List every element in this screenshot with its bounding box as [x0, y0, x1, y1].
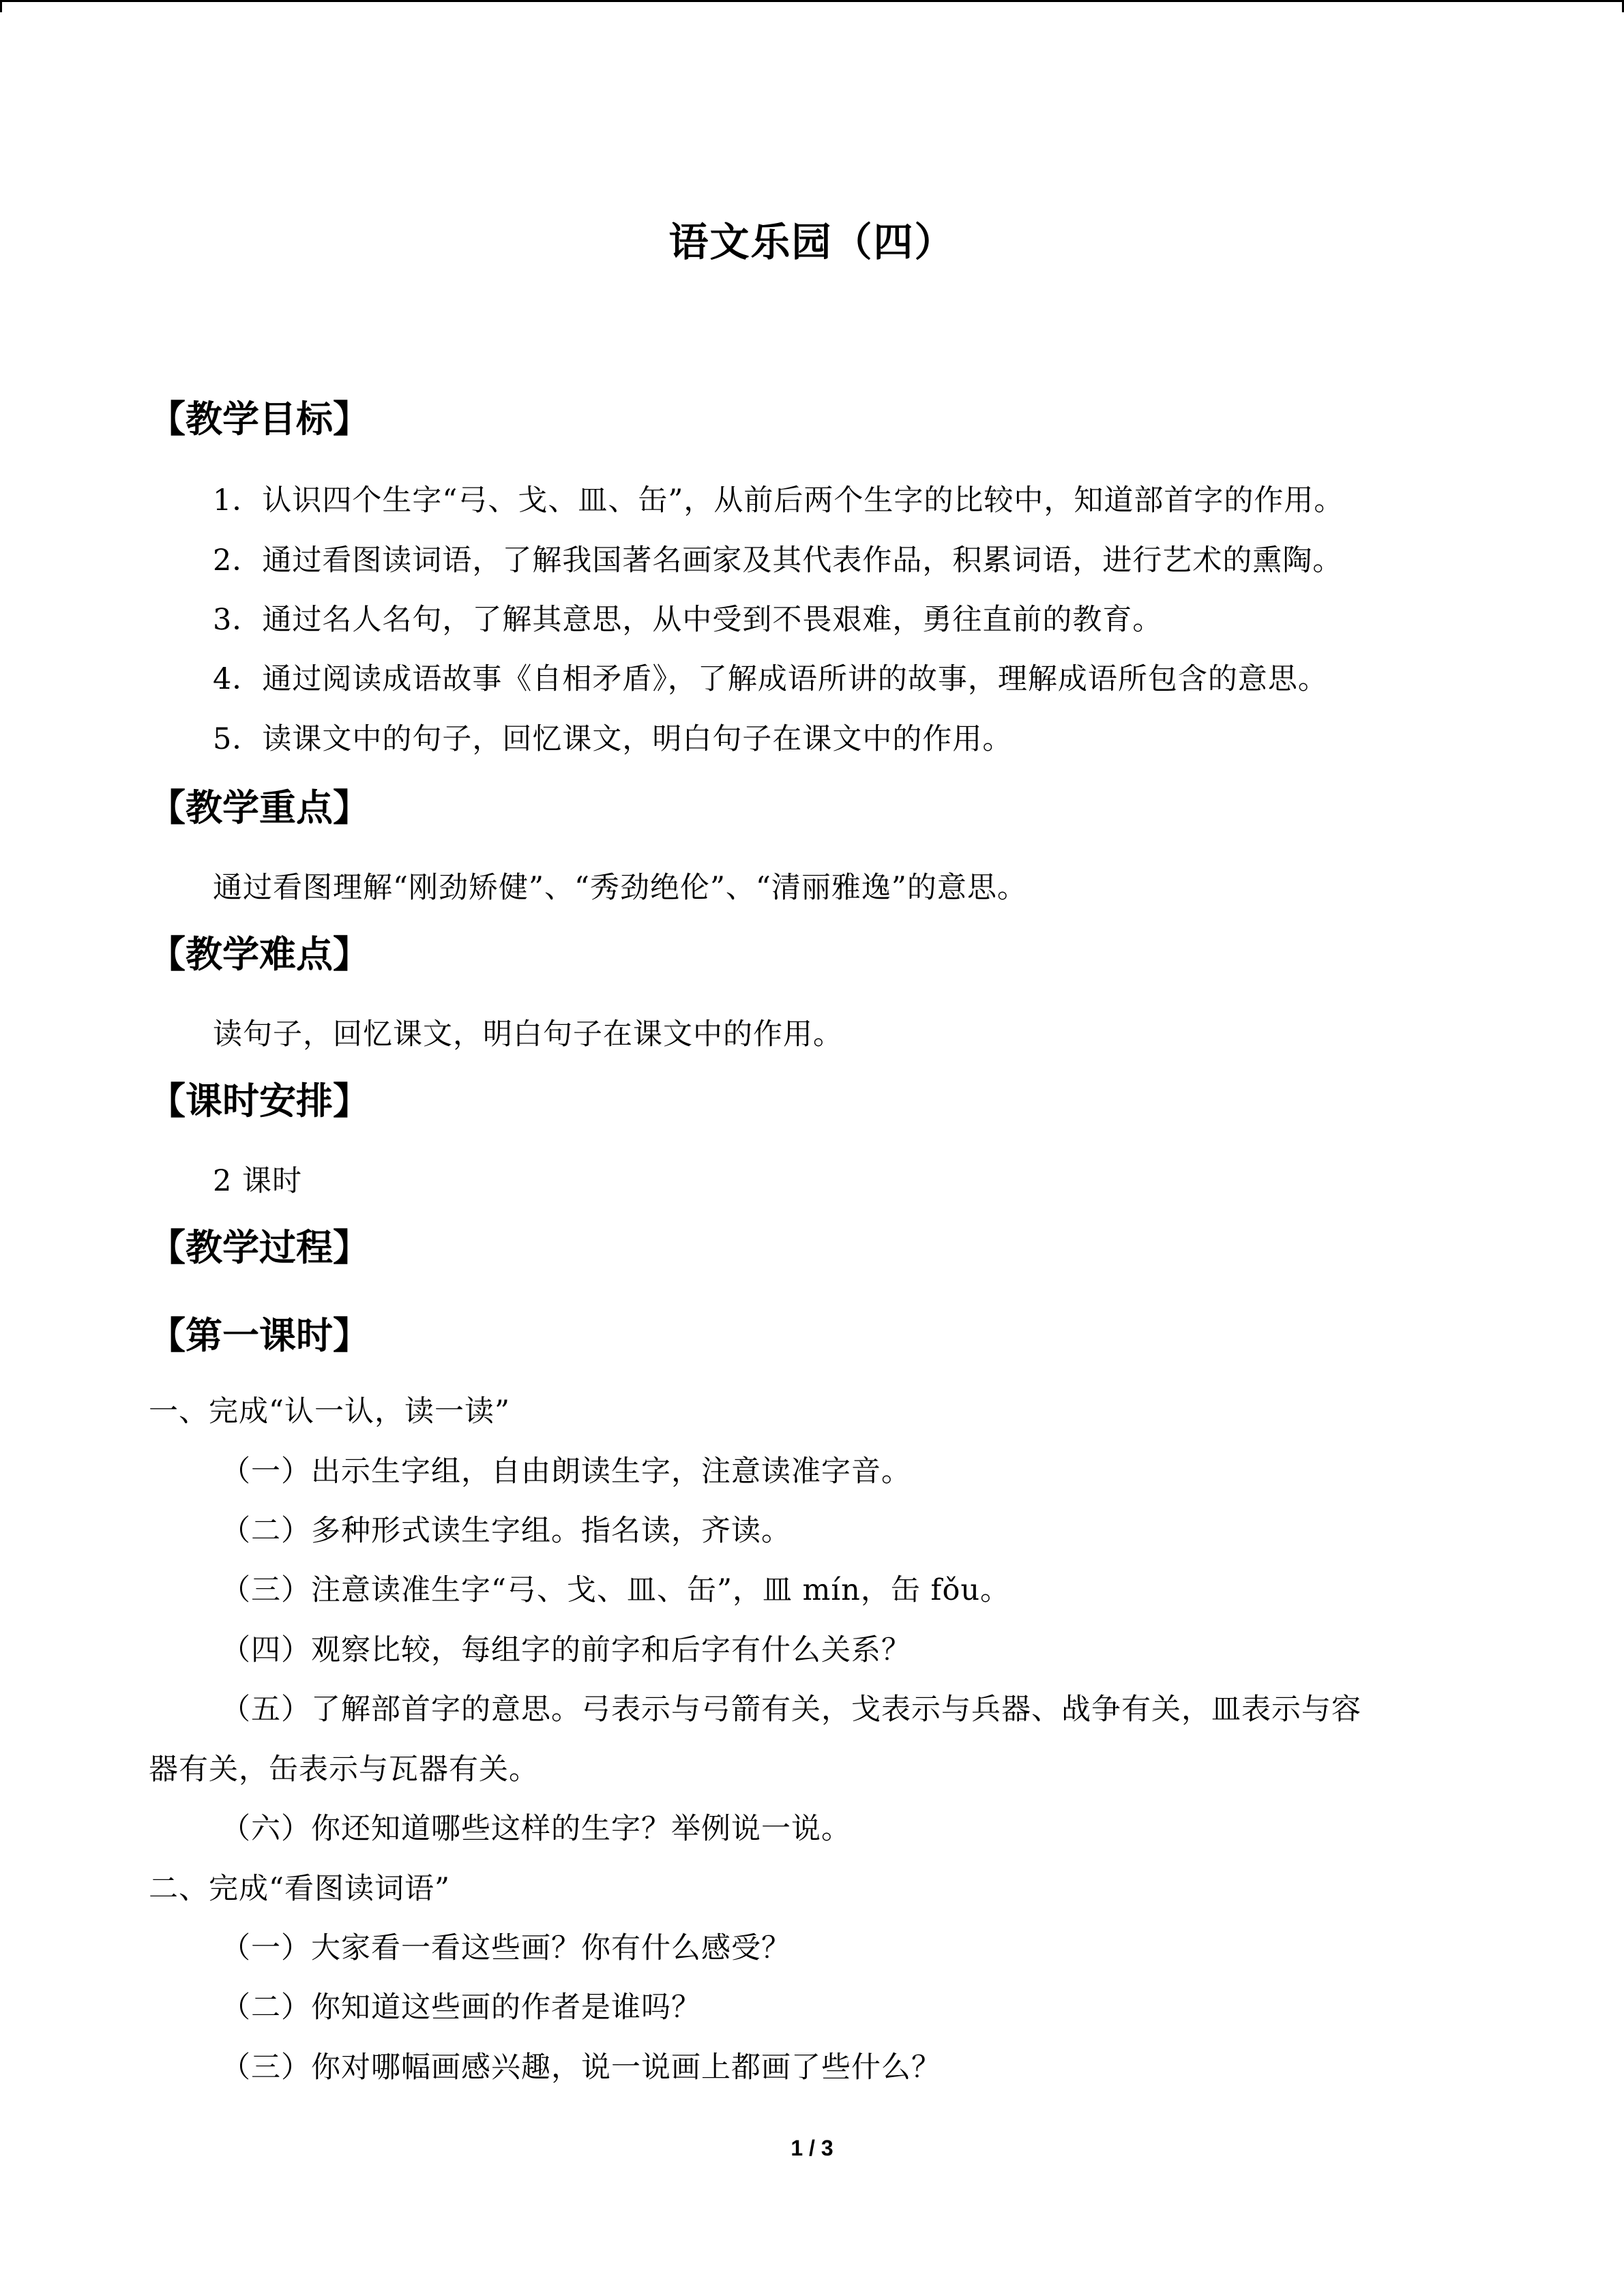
- difficulties-text: 读句子，回忆课文，明白句子在课文中的作用。: [213, 1017, 843, 1052]
- part1-title: 一、完成“认一认，读一读”: [149, 1395, 510, 1429]
- part1-step: （二）多种形式读生字组。指名读，齐读。: [221, 1514, 791, 1548]
- page-title: 语文乐园（四）: [668, 219, 956, 265]
- objective-item: 5．读课文中的句子，回忆课文，明白句子在课文中的作用。: [213, 722, 1013, 756]
- page-top-edge: [0, 0, 1624, 3]
- page-number: 1 / 3: [791, 2136, 833, 2160]
- objectives-heading: 【教学目标】: [149, 398, 370, 441]
- schedule-text: 2 课时: [213, 1164, 303, 1198]
- part2-title: 二、完成“看图读词语”: [149, 1872, 450, 1906]
- objective-item: 1．认识四个生字“弓、戈、皿、缶”，从前后两个生字的比较中，知道部首字的作用。: [213, 483, 1344, 518]
- part1-step-continued: 器有关，缶表示与瓦器有关。: [149, 1753, 539, 1787]
- key-points-text: 通过看图理解“刚劲矫健”、“秀劲绝伦”、“清丽雅逸”的意思。: [213, 871, 1027, 905]
- key-points-heading: 【教学重点】: [149, 786, 370, 829]
- part2-step: （一）大家看一看这些画？你有什么感受？: [221, 1931, 791, 1965]
- part1-step: （一）出示生字组，自由朗读生字，注意读准字音。: [221, 1455, 911, 1489]
- objective-item: 4．通过阅读成语故事《自相矛盾》，了解成语所讲的故事，理解成语所包含的意思。: [213, 662, 1328, 696]
- lesson1-heading: 【第一课时】: [149, 1314, 370, 1357]
- objective-item: 2．通过看图读词语，了解我国著名画家及其代表作品，积累词语，进行艺术的熏陶。: [213, 543, 1343, 578]
- part1-step: （五）了解部首字的意思。弓表示与弓箭有关，戈表示与兵器、战争有关，皿表示与容: [221, 1693, 1361, 1727]
- part2-step: （三）你对哪幅画感兴趣，说一说画上都画了些什么？: [221, 2051, 941, 2085]
- part1-step: （三）注意读准生字“弓、戈、皿、缶”，皿 mín，缶 fǒu。: [221, 1573, 1011, 1607]
- difficulties-heading: 【教学难点】: [149, 933, 370, 976]
- schedule-heading: 【课时安排】: [149, 1079, 370, 1122]
- process-heading: 【教学过程】: [149, 1226, 370, 1269]
- part1-step: （四）观察比较，每组字的前字和后字有什么关系？: [221, 1633, 911, 1667]
- part2-step: （二）你知道这些画的作者是谁吗？: [221, 1991, 701, 2025]
- part1-step: （六）你还知道哪些这样的生字？举例说一说。: [221, 1812, 851, 1846]
- objective-item: 3．通过名人名句，了解其意思，从中受到不畏艰难，勇往直前的教育。: [213, 603, 1163, 637]
